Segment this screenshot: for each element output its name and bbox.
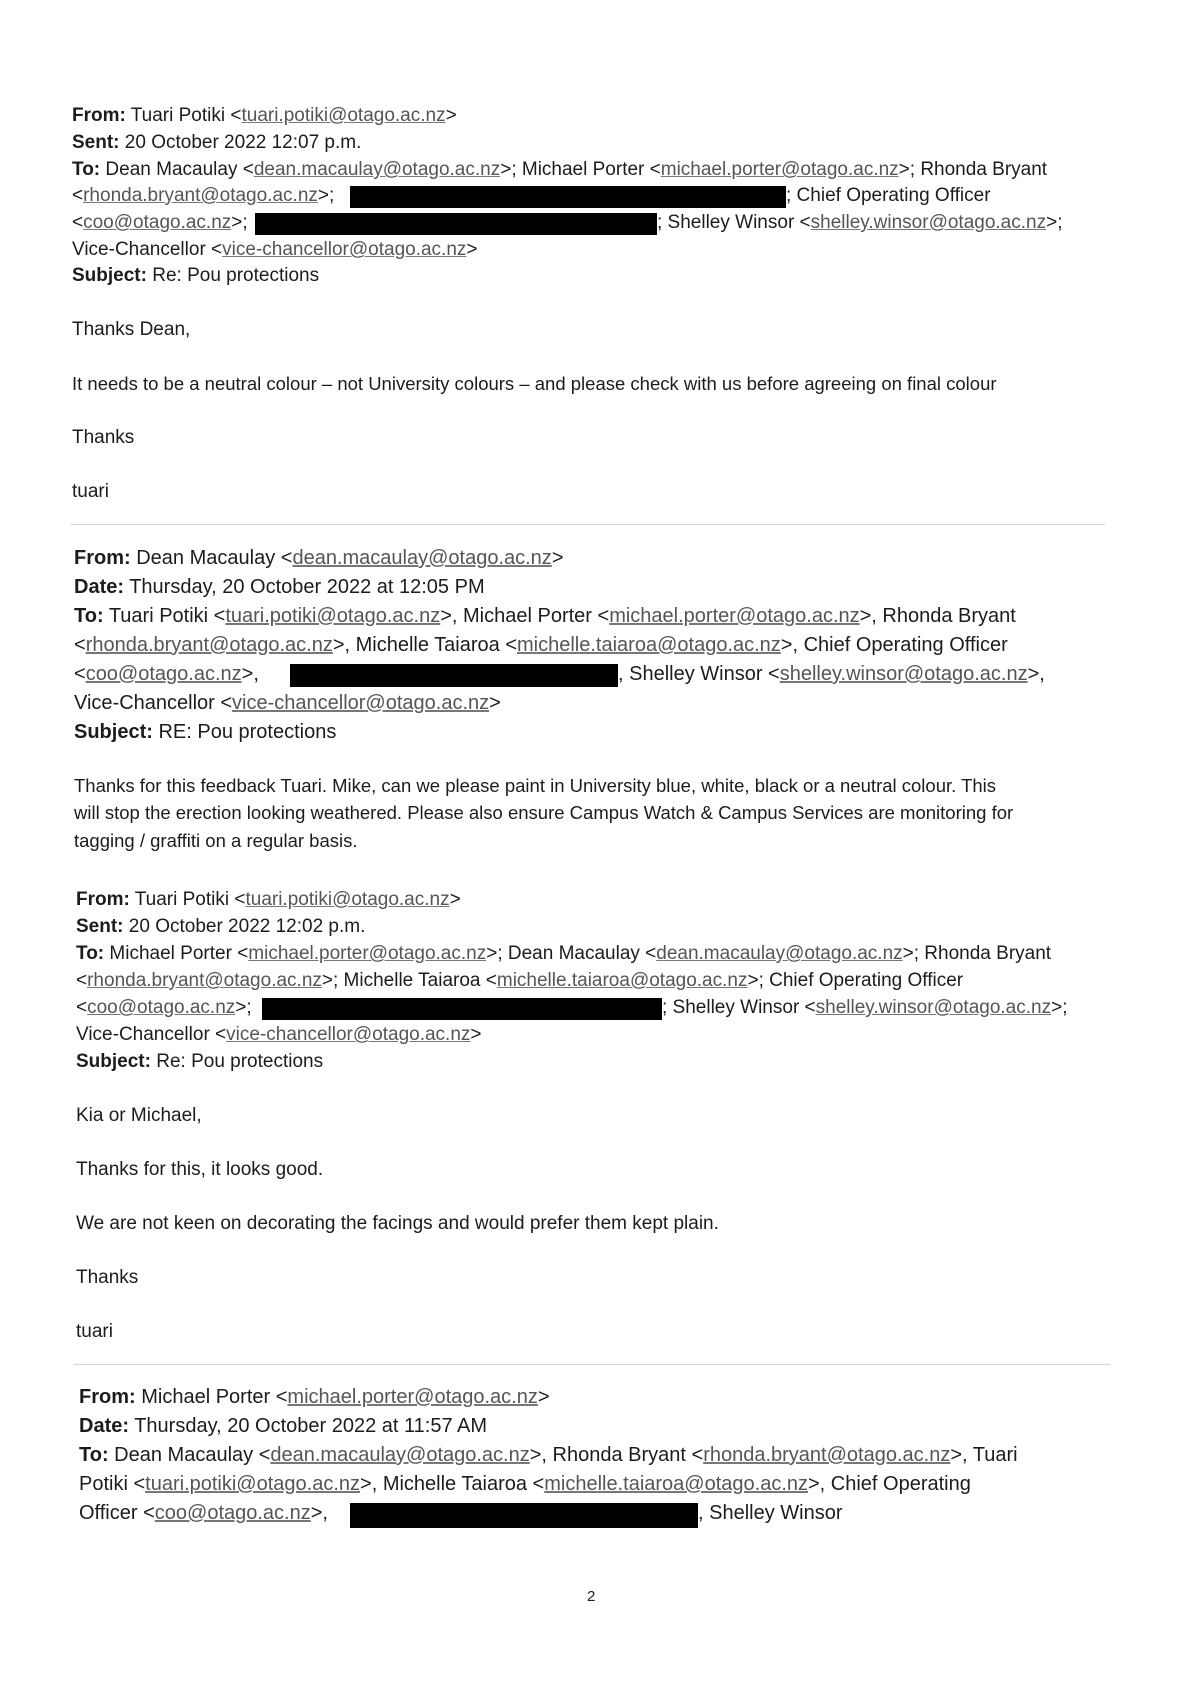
to-line-2b (786, 184, 991, 208)
recipient-text: Potiki < (79, 1473, 146, 1495)
recipient-text: >; Dean Macaulay < (486, 943, 657, 964)
redaction-bar (350, 186, 786, 208)
recipient-text: Vice-Chancellor < (74, 692, 233, 714)
body-line: We are not keen on decorating the facings and would prefer them kept plain. (76, 1213, 719, 1234)
sent-label: Sent: (76, 916, 124, 937)
from-line: From: Michael Porter <michael.porter@otago.ac.nz> (79, 1386, 550, 1408)
body-line: Thanks for this feedback Tuari. Mike, can we please paint in University blue, white, black or a neutral colour. This (74, 775, 997, 796)
to-line-1 (76, 942, 1051, 966)
recipient-text: >; Rhonda Bryant (902, 943, 1052, 964)
to-line-1 (72, 158, 1047, 182)
recipient-text: >, (241, 663, 259, 685)
from-email-link[interactable]: dean.macaulay@otago.ac.nz (292, 547, 552, 569)
recipient-text: ; Chief Operating Officer (786, 185, 991, 206)
to-line-2 (72, 184, 334, 208)
subject-line (72, 264, 319, 288)
recipient-email-link[interactable]: michelle.taiaroa@otago.ac.nz (496, 970, 748, 991)
from-label: From: (74, 547, 131, 569)
recipient-email-link[interactable]: coo@otago.ac.nz (85, 663, 242, 685)
separator-rule (74, 1364, 1110, 1365)
sent-value: 20 October 2022 12:02 p.m. (128, 916, 366, 937)
from-name: Tuari Potiki (130, 105, 226, 126)
recipient-text: >, Michelle Taiaroa < (332, 634, 518, 656)
recipient-email-link[interactable]: vice-chancellor@otago.ac.nz (222, 239, 467, 260)
body-line: Thanks (72, 427, 135, 448)
subject-value: Re: Pou protections (152, 265, 320, 286)
to-line-1 (79, 1443, 1018, 1467)
to-line-4 (74, 691, 501, 715)
subject-value: Re: Pou protections (156, 1051, 324, 1072)
recipient-text: >; Chief Operating Officer (747, 970, 964, 991)
recipient-text: >; (231, 212, 248, 233)
to-line-3b (698, 1501, 843, 1525)
body-line: Thanks (76, 1267, 139, 1288)
from-line: From: Tuari Potiki <tuari.potiki@otago.ac.nz> (72, 105, 457, 126)
recipient-text: > (489, 692, 501, 714)
recipient-text: , Shelley Winsor < (618, 663, 780, 685)
date-value: Thursday, 20 October 2022 at 12:05 PM (129, 576, 485, 598)
recipient-text: >; (1051, 997, 1068, 1018)
sent-value: 20 October 2022 12:07 p.m. (124, 132, 362, 153)
recipient-text: >, (1027, 663, 1045, 685)
recipient-text: >; (317, 185, 335, 206)
body-line: Thanks for this, it looks good. (76, 1159, 324, 1180)
to-label: To: (74, 605, 104, 627)
to-line-3b (662, 996, 1067, 1020)
recipient-email-link[interactable]: dean.macaulay@otago.ac.nz (656, 943, 903, 964)
recipient-email-link[interactable]: rhonda.bryant@otago.ac.nz (87, 970, 322, 991)
to-line-3 (79, 1501, 328, 1525)
subject-label: Subject: (76, 1051, 151, 1072)
redaction-bar (255, 213, 657, 235)
recipient-email-link[interactable]: shelley.winsor@otago.ac.nz (779, 663, 1028, 685)
page-number: 2 (587, 1588, 596, 1605)
recipient-email-link[interactable]: tuari.potiki@otago.ac.nz (145, 1473, 361, 1495)
from-line: From: Tuari Potiki <tuari.potiki@otago.ac.nz> (76, 889, 461, 910)
date-value: Thursday, 20 October 2022 at 11:57 AM (134, 1415, 488, 1437)
subject-label: Subject: (72, 265, 147, 286)
to-line-3 (76, 996, 252, 1020)
from-name: Dean Macaulay (136, 547, 276, 569)
subject-value: RE: Pou protections (158, 721, 337, 743)
to-line-2 (76, 969, 963, 993)
redaction-bar (350, 1503, 698, 1528)
from-label: From: (76, 889, 130, 910)
date-label: Date: (74, 576, 125, 598)
recipient-text: >, (310, 1502, 328, 1524)
recipient-email-link[interactable]: michelle.taiaroa@otago.ac.nz (517, 634, 781, 656)
to-line-3 (74, 662, 259, 686)
from-line: From: Dean Macaulay <dean.macaulay@otago.ac.nz> (74, 547, 564, 569)
date-label: Date: (79, 1415, 130, 1437)
recipient-email-link[interactable]: dean.macaulay@otago.ac.nz (270, 1444, 530, 1466)
body-line: tuari (72, 481, 109, 502)
redaction-bar (262, 998, 662, 1020)
recipient-text: Vice-Chancellor < (72, 239, 223, 260)
to-label: To: (76, 943, 105, 964)
date-line (79, 1414, 487, 1438)
subject-label: Subject: (74, 721, 153, 743)
body-line: Kia or Michael, (76, 1105, 202, 1126)
recipient-text: < (76, 970, 88, 991)
recipient-text: >, Michael Porter < (440, 605, 610, 627)
recipient-email-link[interactable]: vice-chancellor@otago.ac.nz (226, 1024, 471, 1045)
recipient-text: ; Shelley Winsor < (657, 212, 811, 233)
recipient-text: < (72, 185, 84, 206)
recipient-text: Michael Porter < (109, 943, 249, 964)
from-email-link[interactable]: tuari.potiki@otago.ac.nz (241, 105, 446, 126)
recipient-email-link[interactable]: rhonda.bryant@otago.ac.nz (83, 185, 318, 206)
to-line-1 (74, 604, 1016, 628)
recipient-text: Dean Macaulay < (114, 1444, 271, 1466)
date-line (74, 575, 485, 599)
from-email-link[interactable]: michael.porter@otago.ac.nz (287, 1386, 538, 1408)
recipient-text: > (470, 1024, 482, 1045)
recipient-text: ; Shelley Winsor < (662, 997, 816, 1018)
recipient-email-link[interactable]: michelle.taiaroa@otago.ac.nz (544, 1473, 808, 1495)
recipient-text: >, Rhonda Bryant < (529, 1444, 704, 1466)
from-name: Tuari Potiki (134, 889, 230, 910)
recipient-text: >; (235, 997, 252, 1018)
sent-label: Sent: (72, 132, 120, 153)
recipient-text: >, Tuari (950, 1444, 1018, 1466)
recipient-text: >, Chief Operating (808, 1473, 971, 1495)
recipient-email-link[interactable]: michael.porter@otago.ac.nz (609, 605, 860, 627)
separator-rule (70, 524, 1105, 525)
recipient-text: Officer < (79, 1502, 155, 1524)
to-line-4 (76, 1023, 482, 1047)
from-email-link[interactable]: tuari.potiki@otago.ac.nz (245, 889, 450, 910)
to-line-4 (72, 238, 478, 262)
recipient-text: , Shelley Winsor (698, 1502, 843, 1524)
sent-line (76, 915, 365, 939)
subject-line (74, 720, 336, 744)
recipient-email-link[interactable]: michael.porter@otago.ac.nz (660, 159, 899, 180)
from-label: From: (79, 1386, 136, 1408)
recipient-text: Vice-Chancellor < (76, 1024, 227, 1045)
recipient-text: < (74, 634, 86, 656)
recipient-text: >; Michelle Taiaroa < (321, 970, 497, 991)
to-line-2 (79, 1472, 971, 1496)
to-label: To: (72, 159, 101, 180)
recipient-email-link[interactable]: coo@otago.ac.nz (154, 1502, 311, 1524)
from-name: Michael Porter (141, 1386, 271, 1408)
recipient-email-link[interactable]: vice-chancellor@otago.ac.nz (232, 692, 490, 714)
redaction-bar (290, 664, 618, 687)
body-line: tagging / graffiti on a regular basis. (74, 830, 358, 851)
recipient-text: >, Michelle Taiaroa < (360, 1473, 545, 1495)
recipient-text: Tuari Potiki < (108, 605, 226, 627)
recipient-text: < (74, 663, 86, 685)
to-line-3b (657, 211, 1062, 235)
to-label: To: (79, 1444, 109, 1466)
recipient-text: >; Michael Porter < (500, 159, 661, 180)
recipient-email-link[interactable]: coo@otago.ac.nz (83, 212, 232, 233)
sent-line (72, 131, 361, 155)
body-line: tuari (76, 1321, 113, 1342)
recipient-email-link[interactable]: shelley.winsor@otago.ac.nz (815, 997, 1052, 1018)
recipient-text: >; (1046, 212, 1063, 233)
recipient-email-link[interactable]: rhonda.bryant@otago.ac.nz (703, 1444, 951, 1466)
body-line: It needs to be a neutral colour – not University colours – and please check with us before agreeing on final colour (72, 373, 997, 394)
body-line: will stop the erection looking weathered. Please also ensure Campus Watch & Campus Services are monitoring for (74, 802, 1014, 823)
recipient-text: Dean Macaulay < (105, 159, 254, 180)
from-label: From: (72, 105, 126, 126)
recipient-text: >, Rhonda Bryant (859, 605, 1016, 627)
recipient-text: >; Rhonda Bryant (898, 159, 1048, 180)
recipient-email-link[interactable]: rhonda.bryant@otago.ac.nz (85, 634, 333, 656)
recipient-email-link[interactable]: michael.porter@otago.ac.nz (248, 943, 487, 964)
recipient-email-link[interactable]: dean.macaulay@otago.ac.nz (253, 159, 501, 180)
to-line-3 (72, 211, 248, 235)
recipient-email-link[interactable]: shelley.winsor@otago.ac.nz (810, 212, 1047, 233)
body-line: Thanks Dean, (72, 319, 191, 340)
to-line-3b (618, 662, 1045, 686)
subject-line (76, 1050, 323, 1074)
recipient-text: < (72, 212, 84, 233)
recipient-text: > (466, 239, 478, 260)
recipient-email-link[interactable]: tuari.potiki@otago.ac.nz (225, 605, 441, 627)
recipient-text: < (76, 997, 88, 1018)
recipient-text: >, Chief Operating Officer (780, 634, 1008, 656)
to-line-2 (74, 633, 1008, 657)
recipient-email-link[interactable]: coo@otago.ac.nz (87, 997, 236, 1018)
